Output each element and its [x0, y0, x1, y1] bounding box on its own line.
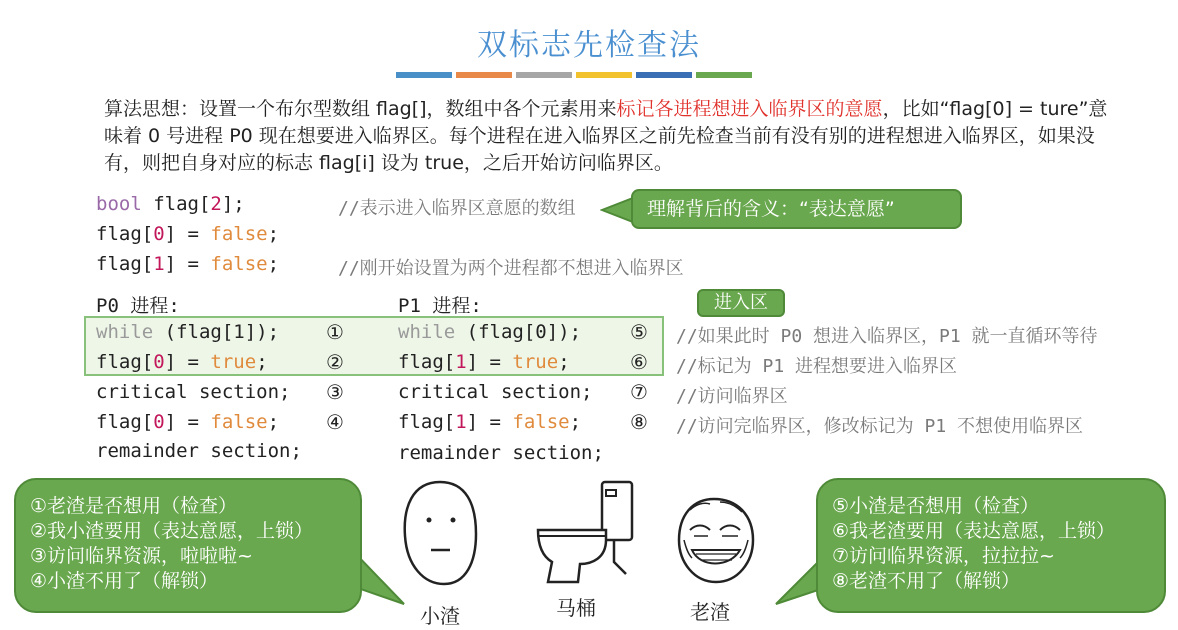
desc-part1: 算法思想：设置一个布尔型数组 flag[]，数组中各个元素用来	[104, 98, 617, 120]
code-text: ] =	[164, 253, 211, 275]
code-num: 0	[153, 223, 165, 245]
algorithm-description	[104, 96, 1114, 177]
step-4: ④	[326, 410, 344, 434]
code-text: flag[	[96, 253, 154, 275]
p1-remainder-line: remainder section;	[398, 442, 604, 464]
code-text: ] =	[466, 411, 513, 433]
code-bool: false	[210, 223, 268, 245]
code-text: ;	[256, 351, 268, 373]
bubble-left-line-2: ②我小渣要用（表达意愿，上锁）	[30, 520, 314, 542]
p1-comment-2: //标记为 P1 进程想要进入临界区	[676, 356, 958, 377]
right-speech-bubble	[816, 478, 1166, 613]
p0-critical-line: critical section;	[96, 381, 291, 403]
step-7: ⑦	[630, 380, 648, 404]
code-text: flag[	[141, 193, 211, 215]
p0-remainder-line: remainder section;	[96, 440, 302, 462]
step-3: ③	[326, 380, 344, 404]
code-num: 1	[455, 411, 467, 433]
p1-header: P1 进程:	[398, 295, 482, 317]
bubble-right-line-1: ⑤小渣是否想用（检查）	[832, 495, 1040, 517]
code-bool: false	[210, 253, 268, 275]
bubble-left-line-4: ④小渣不用了（解锁）	[30, 570, 219, 592]
p1-comment-1: //如果此时 P0 想进入临界区，P1 就一直循环等待	[676, 326, 1098, 347]
step-8: ⑧	[630, 410, 648, 434]
laozha-face-icon	[676, 496, 756, 586]
xiaozha-label: 小渣	[420, 604, 460, 628]
code-text: (flag[1]);	[153, 321, 280, 343]
toilet-label: 马桶	[556, 596, 596, 620]
code-text: ;	[569, 411, 582, 433]
bubble-left-line-1: ①老渣是否想用（检查）	[30, 495, 238, 517]
code-bool: false	[512, 411, 570, 433]
desc-highlight: 标记各进程想进入临界区的意愿	[616, 98, 883, 120]
xiaozha-face-icon	[400, 478, 480, 593]
code-text: ;	[267, 411, 280, 433]
step-5: ⑤	[630, 320, 648, 344]
color-bar-4	[576, 72, 632, 78]
code-text: ];	[221, 193, 245, 215]
code-text: (flag[0]);	[455, 321, 582, 343]
code-text: flag[	[398, 351, 456, 373]
code-num: 1	[455, 351, 467, 373]
step-6: ⑥	[630, 350, 648, 374]
p1-reset-line	[398, 411, 581, 433]
p1-critical-line: critical section;	[398, 381, 593, 403]
comment-line-3: //刚开始设置为两个进程都不想进入临界区	[338, 258, 684, 279]
color-bar-1	[396, 72, 452, 78]
desc-part2: ，比如“flag[0] = ture”意味着 0 号进程 P0 现在想要进入临界区。每个进程在进入临界区之前先检查当前有没有别的进程想进入临界区，如果没有，则把自身对应的标志 flag[i] 设为 true，之后开始访问临界区。	[104, 98, 1108, 174]
code-text: flag[	[96, 411, 154, 433]
code-text: ;	[267, 253, 280, 275]
p1-comment-4: //访问完临界区，修改标记为 P1 不想使用临界区	[676, 416, 1084, 437]
step-2: ②	[326, 350, 344, 374]
code-bool: false	[210, 411, 268, 433]
code-num: 1	[153, 253, 165, 275]
p0-header: P0 进程:	[96, 295, 180, 317]
code-num: 0	[153, 351, 165, 373]
code-text: flag[	[398, 411, 456, 433]
code-keyword: while	[398, 321, 456, 343]
code-line-3	[96, 253, 279, 275]
meaning-callout: 理解背后的含义：“表达意愿”	[631, 189, 962, 229]
bubble-right-line-2: ⑥我老渣要用（表达意愿，上锁）	[832, 520, 1116, 542]
code-bool: true	[210, 351, 257, 373]
code-line-1	[96, 193, 245, 215]
bubble-left-line-3: ③访问临界资源，啦啦啦~	[30, 545, 253, 567]
code-bool: true	[512, 351, 559, 373]
p0-flag-line	[96, 351, 268, 373]
code-text: ] =	[164, 351, 211, 373]
code-keyword: while	[96, 321, 154, 343]
laozha-label: 老渣	[690, 600, 730, 624]
color-bar-3	[516, 72, 572, 78]
code-text: ] =	[466, 351, 513, 373]
p1-comment-3: //访问临界区	[676, 386, 788, 407]
step-1: ①	[326, 320, 344, 344]
p1-while-line	[398, 321, 581, 343]
p0-reset-line	[96, 411, 279, 433]
code-num: 0	[153, 411, 165, 433]
color-bar-6	[696, 72, 752, 78]
color-bar-5	[636, 72, 692, 78]
code-text: ;	[558, 351, 570, 373]
p0-while-line	[96, 321, 279, 343]
code-text: ] =	[164, 411, 211, 433]
code-text: flag[	[96, 223, 154, 245]
code-text: flag[	[96, 351, 154, 373]
toilet-icon	[534, 478, 644, 588]
p1-flag-line	[398, 351, 570, 373]
kw-bool: bool	[96, 193, 142, 215]
code-text: ;	[267, 223, 280, 245]
color-bar-2	[456, 72, 512, 78]
bubble-right-line-3: ⑦访问临界资源，拉拉拉~	[832, 545, 1055, 567]
comment-line-1: //表示进入临界区意愿的数组	[338, 198, 576, 219]
left-speech-bubble	[14, 478, 362, 613]
bubble-right-line-4: ⑧老渣不用了（解锁）	[832, 570, 1021, 592]
entry-section-label: 进入区	[697, 289, 785, 317]
code-line-2	[96, 223, 279, 245]
page-title: 双标志先检查法	[477, 28, 701, 63]
code-num: 2	[210, 193, 222, 215]
code-text: ] =	[164, 223, 211, 245]
